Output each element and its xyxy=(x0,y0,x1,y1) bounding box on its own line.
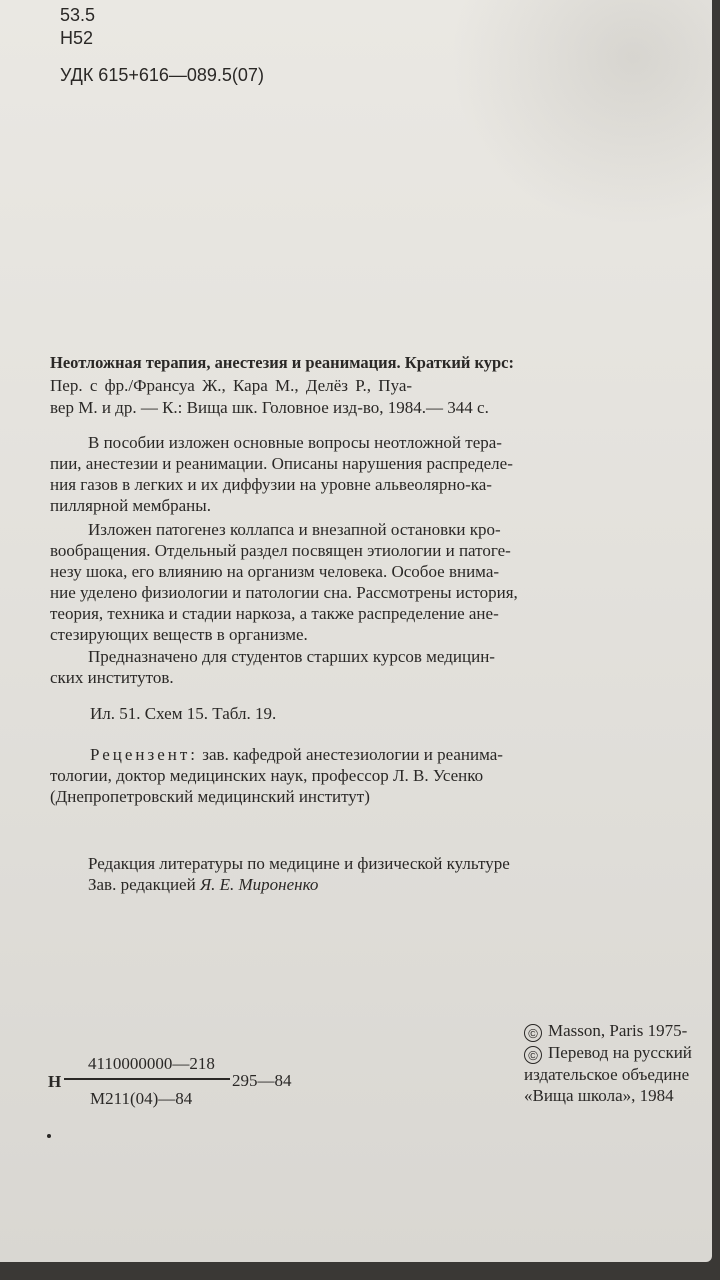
index-numerator: 4110000000—218 xyxy=(88,1054,215,1073)
reviewer-line-3: (Днепропетровский медицинский институт) xyxy=(50,787,370,806)
copyright-line-3: издательское объедине xyxy=(524,1065,690,1084)
copyright-text: Перевод на русский xyxy=(548,1043,692,1062)
index-side-code: 295—84 xyxy=(232,1071,292,1090)
index-denominator: М211(04)—84 xyxy=(90,1089,193,1108)
bbk-code: 53.5 xyxy=(60,5,96,25)
copyright-text: Masson, Paris 1975- xyxy=(548,1021,688,1040)
abstract-line: пиллярной мембраны. xyxy=(50,496,211,515)
copyright-line-2 xyxy=(524,1044,692,1064)
author-mark: Н52 xyxy=(60,28,94,48)
abstract-line: теория, техника и стадии наркоза, а также распределение ане- xyxy=(50,604,499,623)
abstract-line: В пособии изложен основные вопросы неотложной тера- xyxy=(88,433,502,452)
udk-code: УДК 615+616—089.5(07) xyxy=(60,65,264,85)
copyright-icon: © xyxy=(524,1046,542,1064)
abstract-line: Изложен патогенез коллапса и внезапной остановки кро- xyxy=(88,520,501,539)
book-title-line: Неотложная терапия, анестезия и реанимация. Краткий курс: xyxy=(50,353,514,372)
biblio-publisher-line: вер М. и др. — К.: Вища шк. Головное изд-во, 1984.— 344 с. xyxy=(50,398,489,417)
abstract-line: ских институтов. xyxy=(50,668,174,687)
editor-prefix: Зав. редакцией xyxy=(88,875,196,894)
reviewer-line-2: тологии, доктор медицинских наук, профессор Л. В. Усенко xyxy=(50,766,484,785)
copyright-line-1 xyxy=(524,1022,687,1042)
abstract-line: Предназначено для студентов старших курсов медицин- xyxy=(88,647,495,666)
editor-name: Я. Е. Мироненко xyxy=(199,875,319,894)
abstract-line: стезирующих веществ в организме. xyxy=(50,625,308,644)
index-letter: Н xyxy=(48,1072,62,1091)
copyright-line-4: «Вища школа», 1984 xyxy=(524,1086,674,1105)
show-through-print xyxy=(450,0,712,230)
reviewer-line-1 xyxy=(90,746,503,763)
abstract-line: ния газов в легких и их диффузии на уровне альвеолярно-ка- xyxy=(50,475,492,494)
fraction-bar xyxy=(64,1078,230,1080)
reviewer-label: Рецензент: xyxy=(90,745,199,764)
abstract-line: незу шока, его влиянию на организм человека. Особое внима- xyxy=(50,562,500,581)
abstract-line: пии, анестезии и реанимации. Описаны нарушения распределе- xyxy=(50,454,513,473)
editor-line xyxy=(88,876,318,893)
illustrations-count: Ил. 51. Схем 15. Табл. 19. xyxy=(90,704,277,723)
abstract-line: вообращения. Отдельный раздел посвящен этиологии и патоге- xyxy=(50,541,511,560)
print-speck xyxy=(47,1134,51,1138)
abstract-line: ние уделено физиологии и патологии сна. Рассмотрены история, xyxy=(50,583,518,602)
reviewer-position: зав. кафедрой анестезиологии и реанима- xyxy=(202,745,503,764)
biblio-authors-line: Пер. с фр./Франсуа Ж., Кара М., Делёз Р., Пуа- xyxy=(50,376,413,395)
editorial-office: Редакция литературы по медицине и физической культуре xyxy=(88,854,510,873)
copyright-icon: © xyxy=(524,1024,542,1042)
